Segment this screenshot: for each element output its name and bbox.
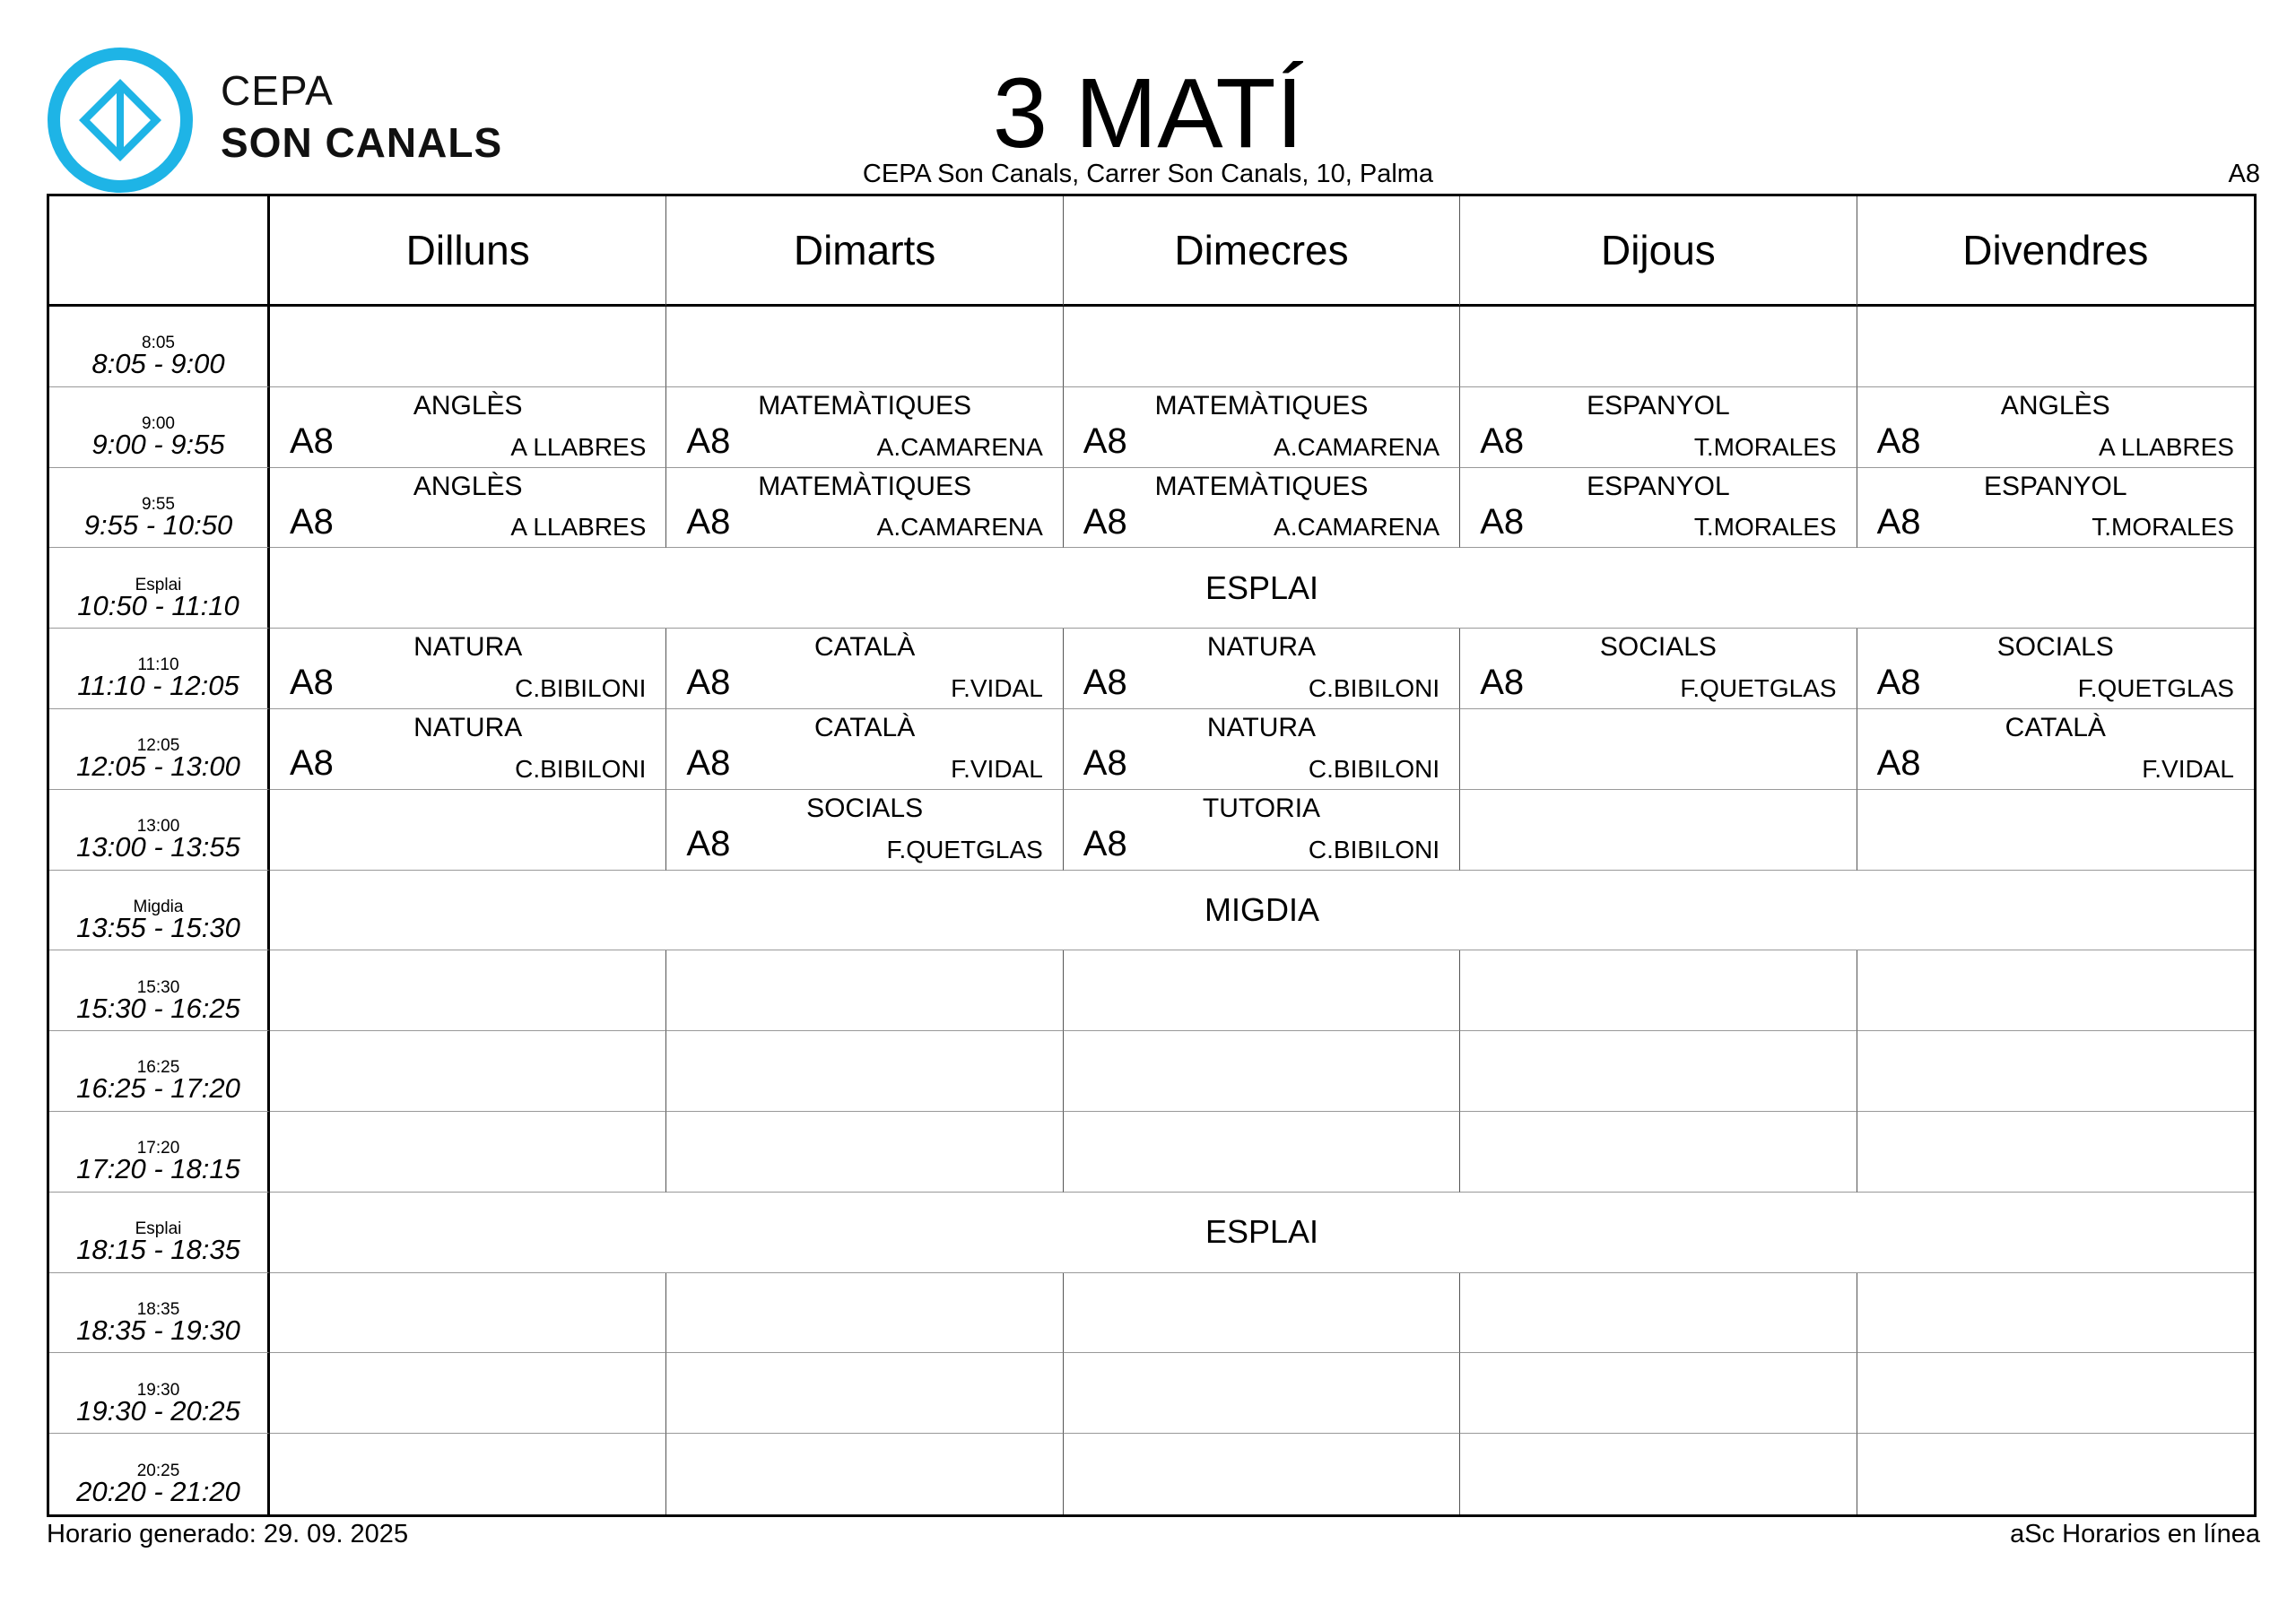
lesson-subject: SOCIALS	[806, 793, 924, 823]
period-start-label: 18:35	[136, 1299, 180, 1319]
lesson-cell	[270, 629, 666, 709]
lesson-cell	[270, 1112, 666, 1193]
lesson-cell	[1857, 790, 2254, 871]
lesson-subject: ANGLÈS	[2000, 390, 2110, 421]
lesson-subject: MATEMÀTIQUES	[758, 390, 971, 421]
lesson-cell	[1460, 1031, 1857, 1112]
lesson-room: A8	[290, 663, 334, 703]
grid-corner	[49, 196, 270, 307]
period-time-range: 8:05 - 9:00	[91, 348, 225, 380]
lesson-room: A8	[1876, 501, 1921, 542]
lesson-subject: NATURA	[413, 713, 523, 742]
lesson-subject: SOCIALS	[1996, 632, 2114, 663]
day-header: Dimecres	[1064, 196, 1460, 307]
day-header: Dimarts	[666, 196, 1063, 307]
lesson-subject: NATURA	[1206, 632, 1317, 663]
lesson-teacher: F.VIDAL	[951, 674, 1043, 702]
time-cell	[49, 468, 270, 549]
lesson-room: A8	[1480, 663, 1525, 703]
lesson-room: A8	[1876, 421, 1921, 461]
lesson-room: A8	[686, 421, 731, 461]
lesson-cell	[1857, 1112, 2254, 1193]
lesson-cell	[270, 468, 666, 549]
lesson-cell	[270, 950, 666, 1031]
lesson-subject: CATALÀ	[2005, 713, 2106, 742]
lesson-cell	[666, 790, 1063, 871]
lesson-subject: CATALÀ	[813, 632, 916, 663]
lesson-cell	[666, 307, 1063, 387]
lesson-teacher: C.BIBILONI	[1308, 754, 1440, 783]
time-cell	[49, 1193, 270, 1273]
lesson-cell	[666, 1434, 1063, 1514]
lesson-teacher: F.QUETGLAS	[886, 835, 1043, 863]
time-cell	[49, 1031, 270, 1112]
lesson-room: A8	[686, 663, 731, 703]
lesson-room: A8	[290, 501, 334, 542]
period-time-range: 15:30 - 16:25	[76, 992, 240, 1024]
lesson-teacher: A LLABRES	[510, 432, 647, 461]
lesson-cell	[1064, 1434, 1460, 1514]
lesson-teacher: C.BIBILONI	[1308, 835, 1440, 863]
lesson-cell	[666, 1031, 1063, 1112]
lesson-room: A8	[686, 743, 731, 783]
lesson-room: A8	[1083, 823, 1127, 863]
lesson-cell	[1064, 307, 1460, 387]
period-start-label: 8:05	[142, 334, 175, 353]
lesson-cell	[666, 1112, 1063, 1193]
generated-date: Horario generado: 29. 09. 2025	[47, 1520, 409, 1548]
lesson-cell	[1064, 1353, 1460, 1434]
lesson-teacher: A.CAMARENA	[876, 432, 1043, 461]
lesson-cell	[1064, 629, 1460, 709]
lesson-cell	[1064, 709, 1460, 790]
lesson-subject: ANGLÈS	[413, 471, 523, 501]
lesson-room: A8	[1876, 743, 1921, 783]
lesson-subject: ESPANYOL	[1984, 471, 2127, 501]
lesson-cell	[1460, 629, 1857, 709]
lesson-room: A8	[686, 823, 731, 863]
lesson-cell	[1857, 1434, 2254, 1514]
period-start-label: 20:25	[136, 1462, 180, 1481]
period-time-range: 12:05 - 13:00	[76, 750, 240, 783]
lesson-room: A8	[1480, 421, 1525, 461]
lesson-cell	[1064, 1112, 1460, 1193]
lesson-room: A8	[1083, 743, 1127, 783]
lesson-subject: ESPANYOL	[1587, 471, 1730, 501]
period-start-label: 17:20	[136, 1139, 180, 1158]
period-time-range: 20:20 - 21:20	[76, 1476, 240, 1508]
lesson-teacher: T.MORALES	[2092, 513, 2234, 542]
lesson-cell	[1857, 1031, 2254, 1112]
time-cell	[49, 548, 270, 629]
period-start-label: 11:10	[137, 655, 179, 675]
period-time-range: 17:20 - 18:15	[76, 1153, 240, 1185]
lesson-room: A8	[1876, 663, 1921, 703]
period-time-range: 19:30 - 20:25	[76, 1394, 240, 1427]
lesson-room: A8	[1480, 501, 1525, 542]
lesson-cell	[1857, 950, 2254, 1031]
lesson-room: A8	[1083, 501, 1127, 542]
lesson-cell	[1460, 387, 1857, 468]
lesson-teacher: F.QUETGLAS	[1680, 674, 1837, 702]
break-row: MIGDIA	[270, 871, 2254, 951]
lesson-subject: NATURA	[1206, 713, 1317, 742]
period-start-label: 19:30	[136, 1380, 180, 1400]
time-cell	[49, 307, 270, 387]
school-address: CEPA Son Canals, Carrer Son Canals, 10, Palma	[862, 160, 1434, 188]
period-time-range: 18:35 - 19:30	[76, 1314, 240, 1346]
lesson-subject: NATURA	[413, 632, 523, 663]
lesson-cell	[1460, 950, 1857, 1031]
period-start-label: 15:30	[136, 977, 180, 997]
time-cell	[49, 871, 270, 951]
lesson-cell	[1857, 468, 2254, 549]
lesson-cell	[1460, 468, 1857, 549]
lesson-cell	[666, 387, 1063, 468]
lesson-teacher: F.VIDAL	[951, 754, 1043, 783]
period-time-range: 9:55 - 10:50	[83, 508, 233, 541]
lesson-cell	[666, 1353, 1063, 1434]
lesson-subject: MATEMÀTIQUES	[1154, 390, 1369, 421]
logo-line1: CEPA	[221, 67, 334, 114]
lesson-cell	[270, 1273, 666, 1354]
lesson-cell	[666, 629, 1063, 709]
period-start-label: 9:55	[142, 494, 175, 514]
lesson-cell	[1460, 1273, 1857, 1354]
period-time-range: 13:55 - 15:30	[76, 911, 240, 943]
lesson-teacher: C.BIBILONI	[515, 754, 647, 783]
day-header: Dijous	[1460, 196, 1857, 307]
lesson-cell	[666, 468, 1063, 549]
lesson-room: A8	[1083, 421, 1127, 461]
period-start-label: 16:25	[136, 1058, 180, 1078]
period-start-label: 9:00	[142, 414, 175, 434]
lesson-teacher: A LLABRES	[2099, 432, 2234, 461]
lesson-cell	[270, 307, 666, 387]
timetable-grid	[47, 194, 2257, 1517]
lesson-cell	[1460, 1434, 1857, 1514]
time-cell	[49, 950, 270, 1031]
lesson-cell	[666, 1273, 1063, 1354]
lesson-cell	[1857, 629, 2254, 709]
room-code: A8	[2228, 160, 2260, 188]
lesson-cell	[1857, 1273, 2254, 1354]
time-cell	[49, 1112, 270, 1193]
lesson-room: A8	[1083, 663, 1127, 703]
lesson-room: A8	[290, 743, 334, 783]
lesson-room: A8	[686, 501, 731, 542]
lesson-cell	[1064, 790, 1460, 871]
period-time-range: 9:00 - 9:55	[91, 429, 225, 461]
lesson-cell	[270, 1353, 666, 1434]
lesson-teacher: A.CAMARENA	[1274, 432, 1440, 461]
time-cell	[49, 1273, 270, 1354]
break-row: ESPLAI	[270, 548, 2254, 629]
lesson-cell	[270, 1031, 666, 1112]
lesson-cell	[1857, 307, 2254, 387]
period-time-range: 18:15 - 18:35	[76, 1234, 240, 1266]
lesson-cell	[1064, 1273, 1460, 1354]
lesson-teacher: C.BIBILONI	[1308, 674, 1440, 702]
lesson-cell	[270, 790, 666, 871]
period-start-label: 12:05	[136, 736, 180, 756]
time-cell	[49, 1353, 270, 1434]
lesson-subject: ESPANYOL	[1587, 390, 1730, 421]
lesson-teacher: C.BIBILONI	[515, 674, 647, 702]
day-header: Dilluns	[270, 196, 666, 307]
lesson-cell	[666, 950, 1063, 1031]
time-cell	[49, 629, 270, 709]
software-credit: aSc Horarios en línea	[2010, 1520, 2260, 1548]
lesson-cell	[666, 709, 1063, 790]
lesson-teacher: A.CAMARENA	[876, 513, 1043, 542]
lesson-room: A8	[290, 421, 334, 461]
lesson-subject: MATEMÀTIQUES	[1154, 471, 1369, 501]
lesson-subject: CATALÀ	[813, 713, 916, 742]
lesson-cell	[270, 387, 666, 468]
page-title: 3 MATÍ	[992, 58, 1304, 169]
day-header: Divendres	[1857, 196, 2254, 307]
period-start-label: Esplai	[135, 1219, 182, 1239]
period-time-range: 10:50 - 11:10	[77, 589, 239, 621]
lesson-cell	[270, 1434, 666, 1514]
lesson-cell	[1857, 709, 2254, 790]
lesson-cell	[1460, 709, 1857, 790]
break-row: ESPLAI	[270, 1193, 2254, 1273]
logo-line2: SON CANALS	[221, 119, 503, 166]
time-cell	[49, 790, 270, 871]
period-start-label: Esplai	[135, 575, 182, 594]
lesson-cell	[1460, 790, 1857, 871]
lesson-cell	[1460, 1112, 1857, 1193]
lesson-subject: MATEMÀTIQUES	[758, 471, 971, 501]
lesson-cell	[1064, 468, 1460, 549]
period-time-range: 13:00 - 13:55	[76, 831, 240, 863]
lesson-subject: SOCIALS	[1599, 632, 1717, 663]
period-start-label: 13:00	[136, 817, 180, 837]
lesson-teacher: A.CAMARENA	[1274, 513, 1440, 542]
lesson-cell	[270, 709, 666, 790]
period-start-label: Migdia	[133, 897, 184, 916]
time-cell	[49, 709, 270, 790]
lesson-cell	[1064, 387, 1460, 468]
lesson-teacher: T.MORALES	[1693, 513, 1837, 542]
lesson-teacher: F.VIDAL	[2142, 754, 2234, 783]
lesson-subject: TUTORIA	[1202, 793, 1321, 823]
lesson-cell	[1460, 307, 1857, 387]
period-time-range: 16:25 - 17:20	[76, 1072, 240, 1105]
lesson-cell	[1460, 1353, 1857, 1434]
lesson-cell	[1857, 1353, 2254, 1434]
lesson-teacher: F.QUETGLAS	[2077, 674, 2234, 702]
time-cell	[49, 387, 270, 468]
time-cell	[49, 1434, 270, 1514]
lesson-cell	[1064, 950, 1460, 1031]
period-time-range: 11:10 - 12:05	[77, 670, 239, 702]
lesson-teacher: T.MORALES	[1693, 432, 1837, 461]
lesson-cell	[1857, 387, 2254, 468]
lesson-subject: ANGLÈS	[413, 390, 523, 421]
lesson-teacher: A LLABRES	[510, 513, 647, 542]
lesson-cell	[1064, 1031, 1460, 1112]
